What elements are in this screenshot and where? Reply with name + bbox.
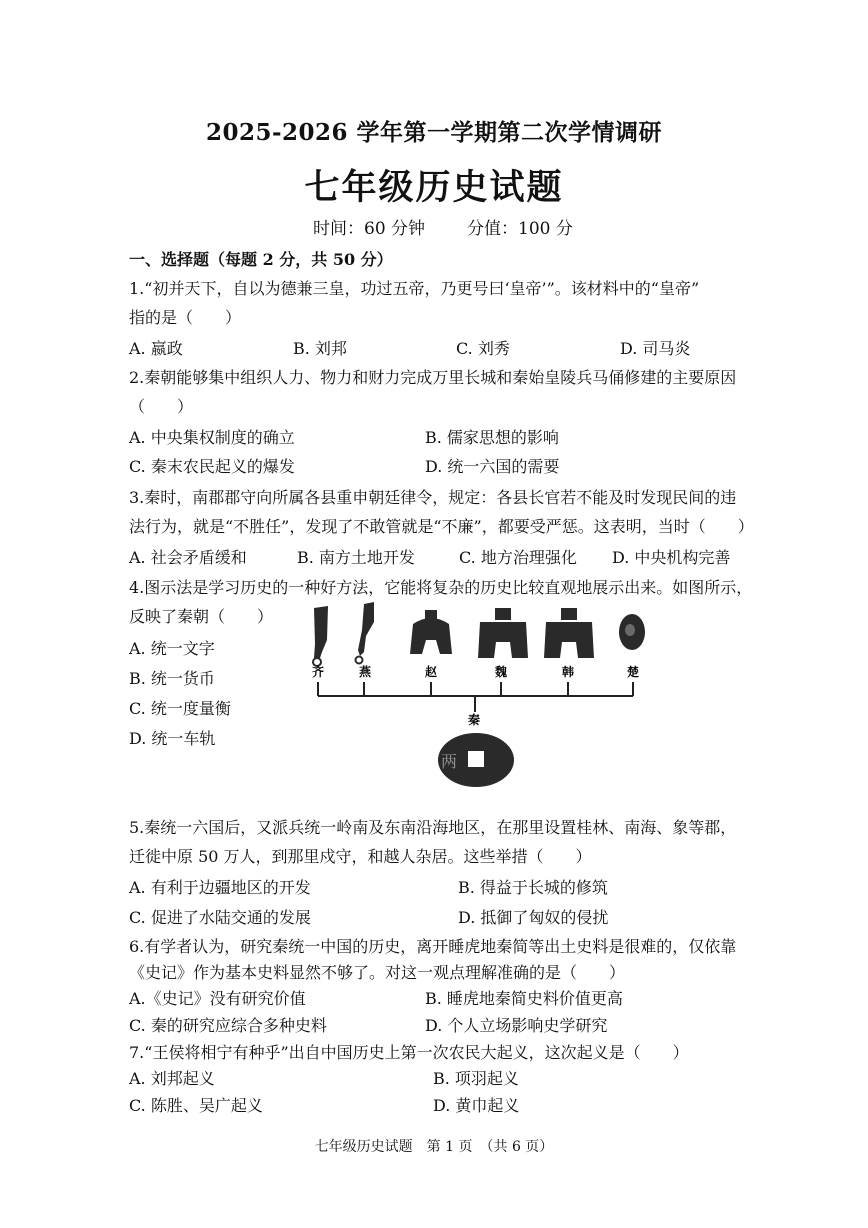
- state-label-chu: 楚: [627, 665, 640, 679]
- question-4-option-d: D. 统一车轨: [129, 729, 216, 748]
- question-5-line-2: 迁徙中原 50 万人，到那里戍守，和越人杂居。这些举措（ ）: [129, 847, 592, 866]
- question-4-line-2: 反映了秦朝（ ）: [129, 607, 274, 626]
- question-2-line-1: 2.秦朝能够集中组织人力、物力和财力完成万里长城和秦始皇陵兵马俑修建的主要原因: [129, 368, 737, 387]
- qi-knife-coin: [313, 606, 328, 666]
- qin-banliang-coin: [438, 733, 514, 787]
- question-1-line-2: 指的是（ ）: [129, 308, 242, 327]
- question-7-option-d: D. 黄巾起义: [433, 1096, 520, 1115]
- question-2-option-c: C. 秦末农民起义的爆发: [129, 457, 295, 476]
- question-7-option-a: A. 刘邦起义: [129, 1069, 215, 1088]
- state-label-qin: 秦: [468, 713, 481, 727]
- state-label-zhao: 赵: [425, 665, 438, 679]
- question-1-option-b: B. 刘邦: [293, 339, 347, 358]
- exam-subject-title: 七年级历史试题: [304, 167, 564, 208]
- coin-inscription: 两: [441, 752, 458, 771]
- question-1-line-1: 1.“初并天下，自以为德兼三皇，功过五帝，乃更号曰‘皇帝’”。该材料中的“皇帝”: [129, 279, 700, 298]
- chu-ant-nose-coin: [619, 614, 645, 650]
- question-4-option-c: C. 统一度量衡: [129, 699, 231, 718]
- question-7-line-1: 7.“王侯将相宁有种乎”出自中国历史上第一次农民大起义，这次起义是（ ）: [129, 1043, 689, 1062]
- han-spade-coin: [544, 608, 594, 658]
- state-label-qi: 齐: [312, 665, 325, 679]
- question-6-option-b: B. 睡虎地秦简史料价值更高: [425, 989, 623, 1008]
- currency-unification-figure: [300, 600, 770, 790]
- question-5-option-c: C. 促进了水陆交通的发展: [129, 908, 311, 927]
- yan-knife-coin: [356, 602, 375, 664]
- zhao-spade-coin: [410, 610, 452, 654]
- question-4-line-1: 4.图示法是学习历史的一种好方法，它能将复杂的历史比较直观地展示出来。如图所示，: [129, 578, 753, 597]
- wei-spade-coin: [478, 608, 528, 658]
- page-footer: 七年级历史试题 第 1 页 （共 6 页）: [314, 1139, 554, 1155]
- question-5-line-1: 5.秦统一六国后，又派兵统一岭南及东南沿海地区，在那里设置桂林、南海、象等郡，: [129, 818, 737, 837]
- question-6-option-d: D. 个人立场影响史学研究: [425, 1016, 608, 1035]
- question-6-line-1: 6.有学者认为，研究秦统一中国的历史，离开睡虎地秦简等出土史料是很难的，仅依靠: [129, 937, 737, 956]
- question-3-option-c: C. 地方治理强化: [459, 548, 577, 567]
- question-6-option-a: A.《史记》没有研究价值: [129, 989, 306, 1008]
- section-heading: 一、选择题（每题 2 分，共 50 分）: [129, 250, 393, 269]
- question-3-line-2: 法行为，就是“不胜任”，发现了不敢管就是“不廉”，都要受严惩。这表明，当时（ ）: [129, 517, 754, 536]
- question-6-line-2: 《史记》作为基本史料显然不够了。对这一观点理解准确的是（ ）: [129, 963, 626, 982]
- question-7-option-b: B. 项羽起义: [433, 1069, 519, 1088]
- question-1-option-d: D. 司马炎: [620, 339, 691, 358]
- question-2-line-2: （ ）: [129, 397, 194, 416]
- question-3-line-1: 3.秦时，南郡郡守向所属各县重申朝廷律令，规定：各县长官若不能及时发现民间的违: [129, 488, 737, 507]
- question-1-option-a: A. 嬴政: [129, 339, 183, 358]
- connector-lines: [318, 682, 633, 712]
- exam-score: 分值：100 分: [467, 219, 573, 239]
- question-6-option-c: C. 秦的研究应综合多种史料: [129, 1016, 327, 1035]
- state-label-yan: 燕: [359, 665, 372, 679]
- question-5-option-a: A. 有利于边疆地区的开发: [129, 878, 311, 897]
- question-3-option-b: B. 南方土地开发: [297, 548, 415, 567]
- question-2-option-b: B. 儒家思想的影响: [425, 428, 559, 447]
- question-2-option-d: D. 统一六国的需要: [425, 457, 560, 476]
- state-label-han: 韩: [562, 665, 575, 679]
- question-3-option-d: D. 中央机构完善: [612, 548, 731, 567]
- state-label-wei: 魏: [495, 665, 508, 679]
- exam-time: 时间：60 分钟: [313, 219, 426, 239]
- question-5-option-d: D. 抵御了匈奴的侵扰: [458, 908, 609, 927]
- exam-header-title: 2025-2026 学年第一学期第二次学情调研: [205, 119, 663, 146]
- question-7-option-c: C. 陈胜、吴广起义: [129, 1096, 263, 1115]
- question-2-option-a: A. 中央集权制度的确立: [129, 428, 295, 447]
- question-4-option-a: A. 统一文字: [129, 639, 215, 658]
- question-3-option-a: A. 社会矛盾缓和: [129, 548, 247, 567]
- question-1-option-c: C. 刘秀: [456, 339, 510, 358]
- question-5-option-b: B. 得益于长城的修筑: [458, 878, 608, 897]
- question-4-option-b: B. 统一货币: [129, 669, 215, 688]
